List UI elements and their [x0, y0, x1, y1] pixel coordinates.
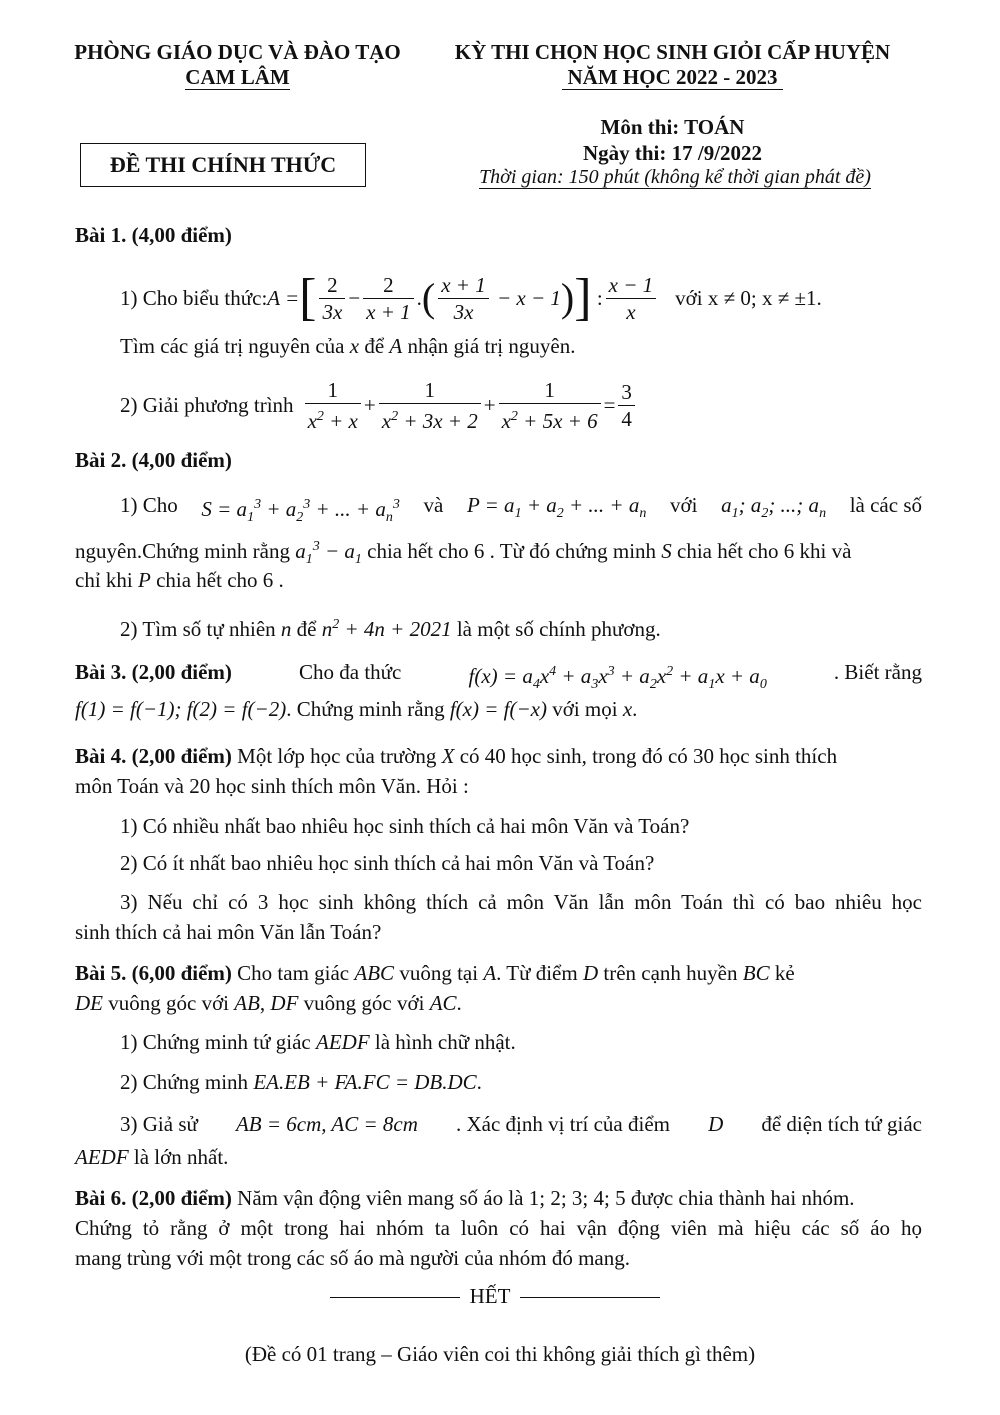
bai2-p1-line1 [120, 490, 922, 533]
bai5-q2-equation: EA.EB + FA.FC = DB.DC [253, 1070, 477, 1094]
bai5-var-AC: AC [429, 991, 457, 1015]
bai4-line2: môn Toán và 20 học sinh thích môn Văn. Hỏi : [75, 774, 469, 798]
bai3-text-d: . [632, 697, 638, 721]
bai5-text-d: trên cạnh huyền [598, 961, 743, 985]
bai6-line1 [75, 1183, 855, 1213]
bai4-text-a: Một lớp học của trường [231, 744, 442, 768]
school-year [445, 65, 900, 90]
expr-P: $P = a_1 + a_2$ + ... + $a_n$ [466, 493, 647, 522]
end-rule-right [520, 1297, 660, 1298]
bai2-p2 [120, 610, 661, 644]
minus-sign: − [348, 285, 361, 310]
expr-f-conditions: f(1) = f(−1); f(2) = f(−2) [75, 697, 287, 721]
bai3-title: Bài 3. (2,00 điểm) [75, 660, 232, 684]
bai5-q3-var-AEDF: AEDF [75, 1145, 129, 1169]
bai5-q3-var-D: D [708, 1112, 724, 1136]
expr-S: $S = a_1^3 + a_2^3$ + ... + $a_n^3$ [201, 497, 400, 526]
task-text-a: Tìm các giá trị nguyên của [120, 334, 350, 358]
bai2-title: Bài 2. (4,00 điểm) [75, 448, 232, 472]
exam-duration [455, 166, 895, 189]
bai5-var-DE: DE [75, 991, 103, 1015]
divide-sign: : [591, 285, 603, 310]
fraction-3-4: $\frac{3}{4}$ [618, 379, 635, 432]
bai4-title: Bài 4. (2,00 điểm) [75, 744, 232, 768]
bai2-la-cac-so: là các số [849, 493, 922, 517]
expr-a1-cube: $a_1^3 - a_1$ [295, 539, 362, 568]
district-name [180, 65, 295, 90]
bai2-text-e: chia hết cho 6 . [150, 568, 284, 592]
fraction-x-1-x: $\frac{x - 1}{x}$ [606, 272, 657, 325]
bai3-cho-da-thuc: Cho đa thức [299, 660, 402, 684]
bai4-q2: 2) Có ít nhất bao nhiêu học sinh thích cả hai môn Văn và Toán? [120, 851, 655, 875]
end-marker: HẾT [469, 1284, 511, 1308]
bai6-text-a: Năm vận động viên mang số áo là 1; 2; 3; 4; 5 được chia thành hai nhóm. [231, 1186, 855, 1210]
dept-name: PHÒNG GIÁO DỤC VÀ ĐÀO TẠO [74, 40, 401, 64]
bai1-p2-prefix: 2) Giải phương trình [120, 392, 294, 417]
expr-fx: $f(x) = a_4x^4 + a_3x^3 + a_2x^2 + a_1x + a_0$ [468, 664, 767, 693]
bai5-text-a: Cho tam giác [231, 961, 355, 985]
official-exam-box: ĐỀ THI CHÍNH THỨC [80, 143, 366, 187]
bai4-q3-line1: 3) Nếu chỉ có 3 học sinh không thích cả môn Văn lẫn môn Toán thì có bao nhiêu học [120, 890, 922, 914]
bai5-line1 [75, 958, 795, 988]
bai4-q3-line2: sinh thích cả hai môn Văn lẫn Toán? [75, 920, 382, 944]
bai2-p2-text-a: 2) Tìm số tự nhiên [120, 617, 281, 641]
expr-fx-even: f(x) = f(−x) [449, 697, 547, 721]
bai3-var-x: x [622, 697, 633, 721]
bai5-line2 [75, 988, 462, 1018]
bai5-text-f: vuông góc với [103, 991, 235, 1015]
bai5-q3-text-a: 3) Giả sử [120, 1112, 198, 1136]
fraction-eq-2: $\frac{1}{x^2 + 3x + 2}$ [379, 377, 481, 434]
task-var-A: A [389, 334, 403, 358]
bai3-biet-rang: . Biết rằng [833, 660, 922, 684]
bai2-p2-text-b: để [291, 617, 322, 641]
bai5-q1-var: AEDF [316, 1030, 370, 1054]
bai5-q3-text-d: là lớn nhất. [128, 1145, 229, 1169]
fraction-2-x1: $\frac{2}{x + 1}$ [363, 272, 414, 325]
bai2-var-S: S [661, 539, 672, 563]
bai1-condition: với x ≠ 0; x ≠ ±1. [675, 285, 822, 310]
bai2-text-a: nguyên.Chứng minh rằng [75, 539, 296, 563]
bai5-q1 [120, 1027, 516, 1057]
bai5-q2 [120, 1067, 482, 1097]
bai6-line2: Chứng tỏ rằng ở một trong hai nhóm ta luôn có hai vận động viên mà hiệu các số áo họ [75, 1216, 922, 1240]
fraction-eq-3: $\frac{1}{x^2 + 5x + 6}$ [499, 377, 601, 434]
bai4-var-X: X [441, 744, 455, 768]
footer-note: (Đề có 01 trang – Giáo viên coi thi không giải thích gì thêm) [244, 1342, 756, 1366]
task-var-x: x [349, 334, 360, 358]
bai5-q2-text-b: . [476, 1070, 482, 1094]
bai5-q3-text-c: để diện tích tứ giác [761, 1112, 922, 1136]
bai5-q3-line1 [120, 1109, 922, 1139]
bai3-text-b: . Chứng minh rằng [286, 697, 450, 721]
bai2-text-b: chia hết cho 6 . Từ đó chứng minh [361, 539, 662, 563]
task-text-c: nhận giá trị nguyên. [402, 334, 576, 358]
bai3-text-c: với mọi [546, 697, 623, 721]
fraction-eq-1: $\frac{1}{x^2 + x}$ [305, 377, 361, 434]
bai5-q3-equation: AB = 6cm, AC = 8cm [235, 1112, 418, 1136]
bai5-text-b: vuông tại [394, 961, 484, 985]
bai6-title: Bài 6. (2,00 điểm) [75, 1186, 232, 1210]
end-rule-left [330, 1297, 460, 1298]
bai5-q1-text-b: là hình chữ nhật. [369, 1030, 516, 1054]
bai5-text-h: vuông góc với [298, 991, 430, 1015]
bai5-var-ABC: ABC [354, 961, 395, 985]
bai1-equation: 2) Giải phương trình $\frac{1}{x^2 + x}$ + $\frac{1}{x^2 + 3x + 2}$ + $\frac{1}{x^2 + 5x + 6}$ = $\frac{3}{4}$ [120, 375, 638, 435]
bai1-title: Bài 1. (4,00 điểm) [75, 223, 232, 247]
bai4-q1: 1) Có nhiều nhất bao nhiêu học sinh thích cả hai môn Văn và Toán? [120, 814, 690, 838]
bai2-var-n: n [280, 617, 292, 641]
task-text-b: để [359, 334, 390, 358]
school-year-text: NĂM HỌC 2022 - 2023 [562, 65, 784, 90]
district-name-text: CAM LÂM [185, 65, 290, 89]
bai5-text-i: . [456, 991, 462, 1015]
bai5-var-D: D [582, 961, 599, 985]
bai2-text-d: chỉ khi [75, 568, 138, 592]
bai1-task [120, 331, 575, 361]
bai2-text-c: chia hết cho 6 khi và [671, 539, 852, 563]
bai5-text-e: kẻ [769, 961, 795, 985]
bai4-line1 [75, 741, 837, 771]
bai5-var-DF: DF [270, 991, 299, 1015]
bai5-q3-line2 [75, 1142, 228, 1172]
expr-a-list: $a_1$; $a_2$; ...; $a_n$ [721, 493, 827, 522]
bai5-q2-text-a: 2) Chứng minh [120, 1070, 254, 1094]
bai4-text-b: có 40 học sinh, trong đó có 30 học sinh thích [454, 744, 838, 768]
exam-title: KỲ THI CHỌN HỌC SINH GIỎI CẤP HUYỆN [454, 40, 891, 64]
expr-n2: $n^2 + 4n + 2021$ [321, 617, 452, 641]
bai5-var-AB: AB [234, 991, 260, 1015]
bai5-var-BC: BC [742, 961, 770, 985]
bai5-text-g: , [259, 991, 271, 1015]
bai1-p1-prefix: 1) Cho biểu thức: [120, 285, 268, 310]
bai2-p2-text-c: là một số chính phương. [451, 617, 661, 641]
bai5-text-c: . Từ điểm [496, 961, 583, 985]
bai5-q3-text-b: . Xác định vị trí của điểm [455, 1112, 670, 1136]
bai5-title: Bài 5. (6,00 điểm) [75, 961, 232, 985]
bai6-line3: mang trùng với một trong các số áo mà người của nhóm đó mang. [75, 1246, 630, 1270]
minus-x-minus-1: − x − 1 [491, 285, 561, 310]
fraction-x1-3x: $\frac{x + 1}{3x}$ [438, 272, 489, 325]
fraction-2-3x: $\frac{2}{3x}$ [319, 272, 345, 325]
bai2-va: và [423, 493, 444, 517]
exam-date: Ngày thi: 17 /9/2022 [582, 141, 763, 165]
bai2-voi: với [669, 493, 698, 517]
bai2-var-P: P [138, 568, 151, 592]
bai3-line2 [75, 694, 637, 724]
bai2-p1-line3 [75, 565, 284, 595]
bai2-cho: 1) Cho [120, 493, 178, 517]
bai1-expression: 1) Cho biểu thức: A = [ $\frac{2}{3x}$ − $\frac{2}{x + 1}$ . ( $\frac{x + 1}{3x}$ − x − 1 ) ] : $\frac{x - 1}{x}$ với x ≠ 0; x ≠ ±1. [120, 269, 822, 326]
exam-subject: Môn thi: TOÁN [600, 115, 745, 139]
expr-A: A = [267, 285, 300, 310]
bai5-var-A: A [483, 961, 497, 985]
dot-sign: . [416, 285, 422, 310]
exam-duration-text: Thời gian: 150 phút (không kể thời gian phát đề) [479, 166, 871, 188]
bai5-q1-text-a: 1) Chứng minh tứ giác [120, 1030, 316, 1054]
